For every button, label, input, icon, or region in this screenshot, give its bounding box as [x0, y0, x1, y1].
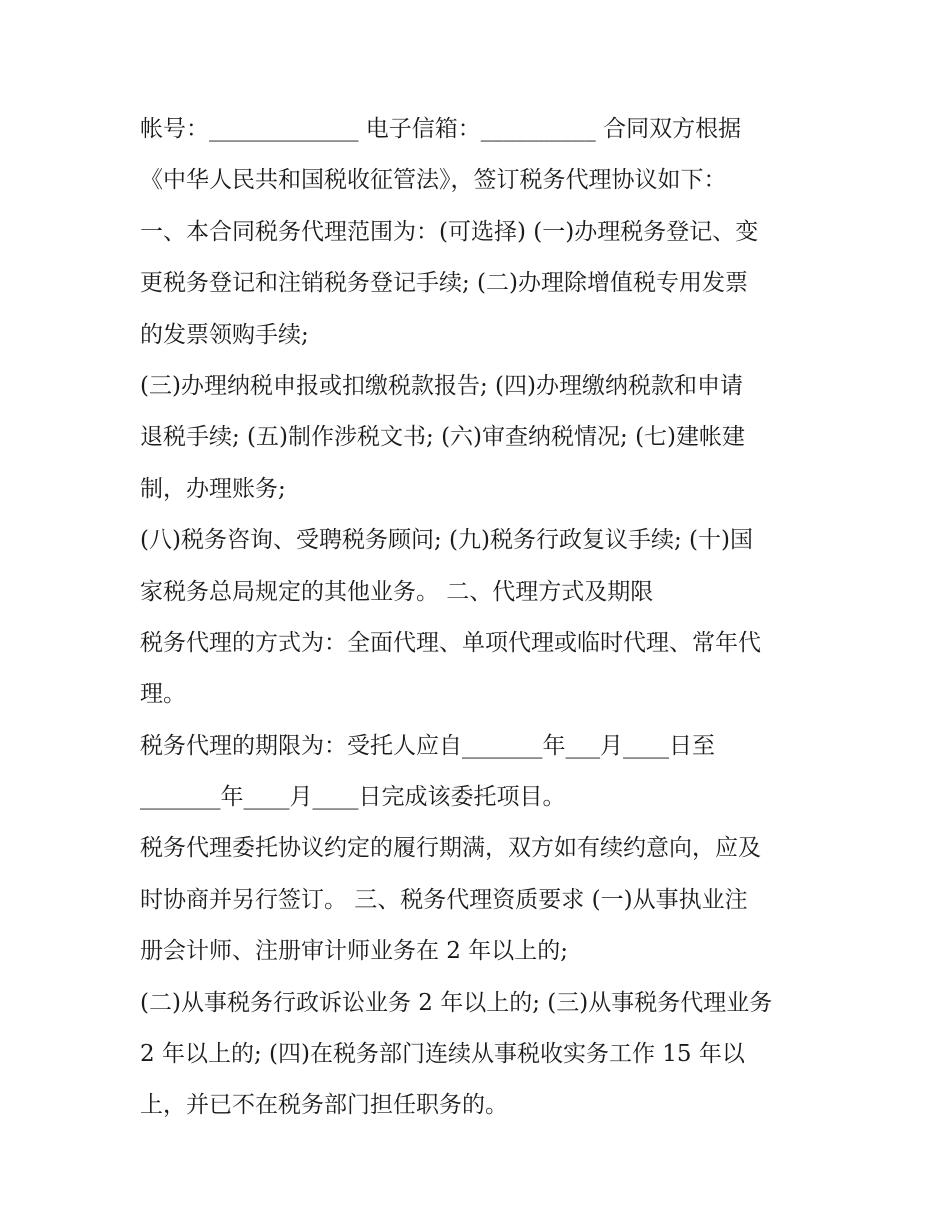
text-line-10: 家税务总局规定的其他业务。 二、代理方式及期限 [140, 578, 654, 605]
text-line-2: 《中华人民共和国税收征管法》，签订税务代理协议如下： [140, 167, 727, 194]
text-line-15: 税务代理委托协议约定的履行期满，双方如有续约意向，应及 [140, 835, 761, 862]
text-line-3: 一、本合同税务代理范围为：(可选择) (一)办理税务登记、变 [140, 218, 759, 245]
text-line-4: 更税务登记和注销税务登记手续; (二)办理除增值税专用发票 [140, 270, 749, 297]
document-body [140, 104, 820, 1132]
text-line-6: (三)办理纳税申报或扣缴税款报告; (四)办理缴纳税款和申请 [140, 372, 743, 399]
text-line-20: 上，并已不在税务部门担任职务的。 [140, 1092, 508, 1119]
text-line-16: 时协商并另行签订。 三、税务代理资质要求 (一)从事执业注 [140, 886, 748, 913]
text-line-12: 理。 [140, 681, 186, 708]
text-line-9: (八)税务咨询、受聘税务顾问; (九)税务行政复议手续; (十)国 [140, 527, 753, 554]
text-line-19: 2 年以上的; (四)在税务部门连续从事税收实务工作 15 年以 [140, 1041, 745, 1068]
text-line-13: 税务代理的期限为：受托人应自_______年___月____日至 [140, 732, 715, 759]
text-line-8: 制，办理账务; [140, 475, 286, 502]
text-line-1: 帐号：_____________ 电子信箱：__________ 合同双方根据 [140, 116, 742, 142]
text-line-5: 的发票领购手续; [140, 321, 309, 348]
text-line-18: (二)从事税务行政诉讼业务 2 年以上的; (三)从事税务代理业务 [140, 989, 773, 1016]
text-line-17: 册会计师、注册审计师业务在 2 年以上的; [140, 938, 569, 965]
text-line-7: 退税手续; (五)制作涉税文书; (六)审查纳税情况; (七)建帐建 [140, 424, 746, 451]
text-line-11: 税务代理的方式为：全面代理、单项代理或临时代理、常年代 [140, 629, 761, 656]
text-line-14: _______年____月____日完成该委托项目。 [140, 784, 566, 811]
